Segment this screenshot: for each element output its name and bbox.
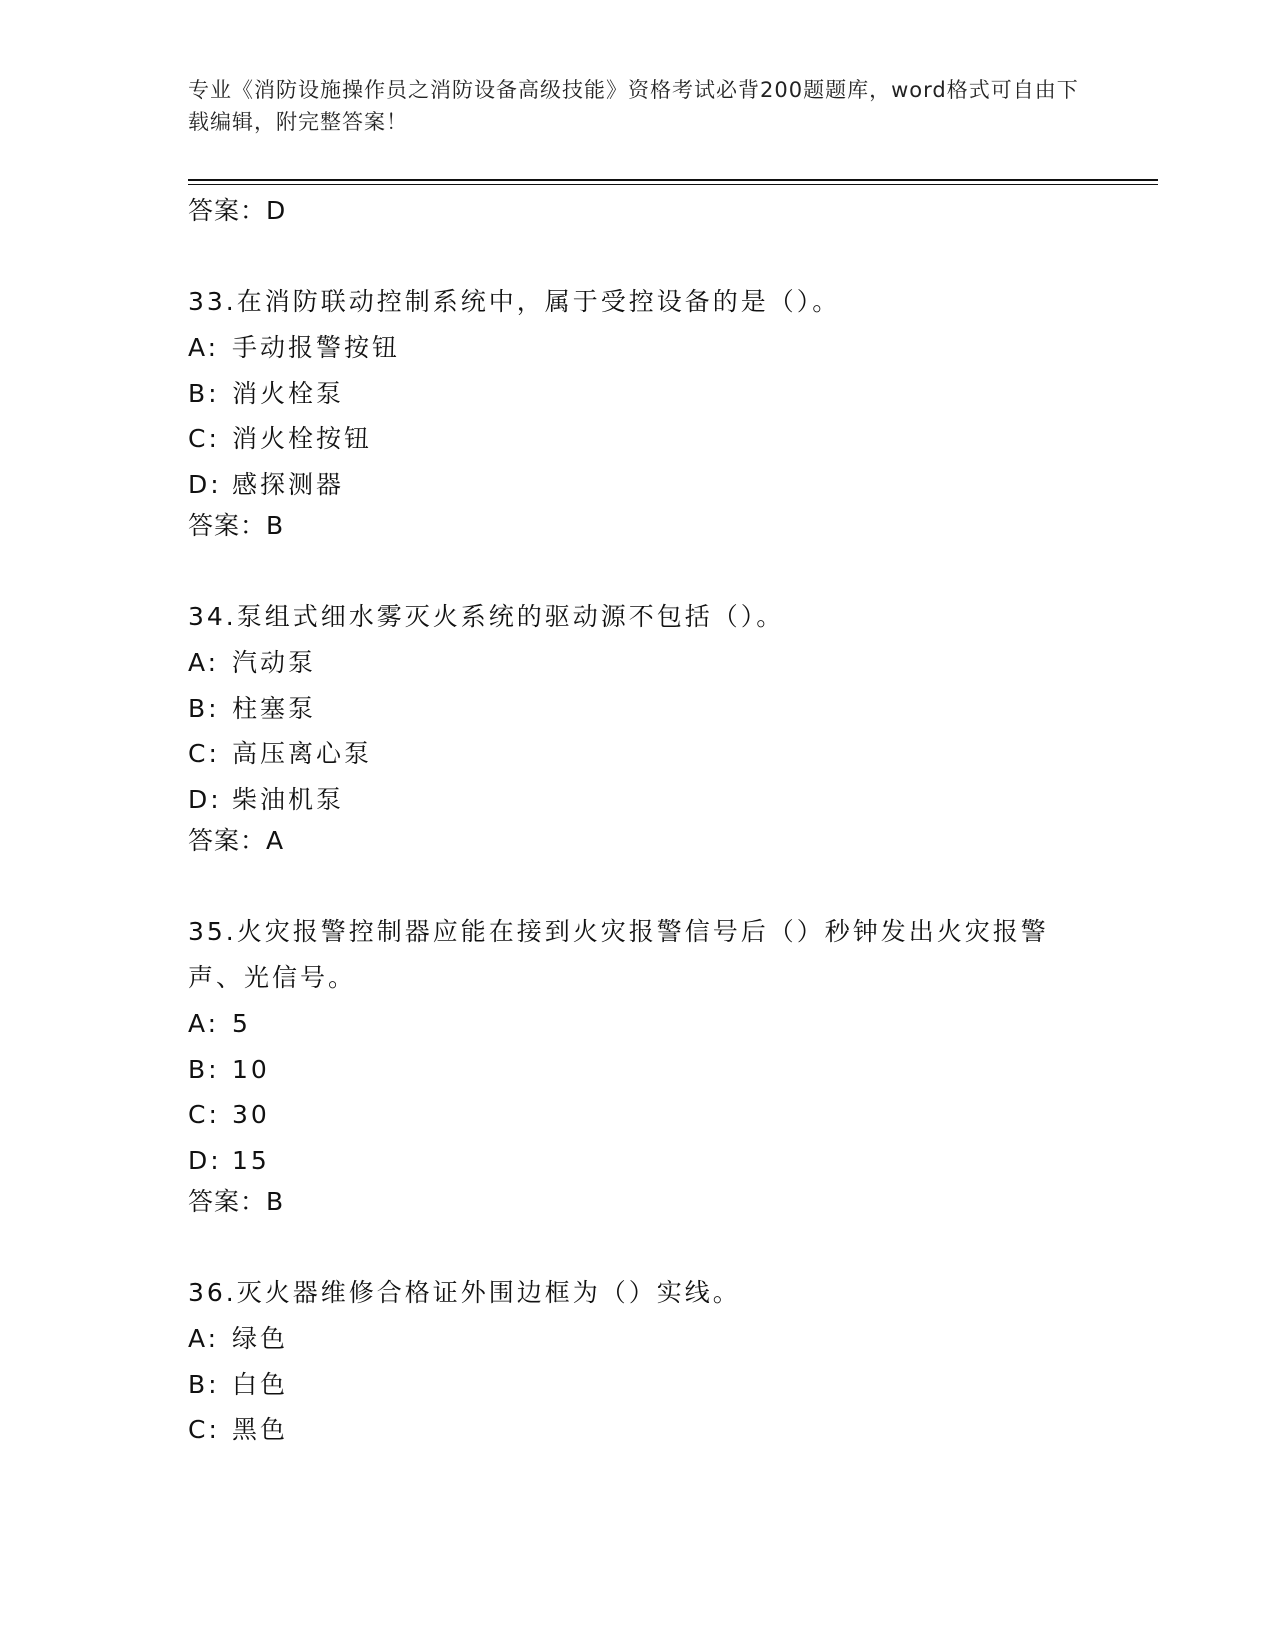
option-b [188,371,1088,417]
option-c [188,1407,1088,1453]
answer-line: 答案：A [188,826,285,855]
option-text: 汽动泵 [232,648,317,677]
option-letter: B: [188,1054,220,1084]
option-text: 消火栓按钮 [232,424,373,453]
option-letter: D: [188,469,222,499]
question-stem: 36.灭火器维修合格证外围边框为（）实线。 [188,1278,741,1307]
option-text: 白色 [232,1369,289,1399]
question-34 [188,594,1088,856]
option-letter: C: [188,424,220,453]
option-letter: A: [188,1324,220,1353]
option-text: 柴油机泵 [232,784,345,814]
question-stem: 34.泵组式细水雾灭火系统的驱动源不包括（）。 [188,602,785,631]
option-letter: B: [188,378,220,408]
option-c [188,416,1088,462]
option-text: 消火栓泵 [232,378,345,408]
option-text: 10 [232,1054,270,1084]
option-a [188,1316,1088,1362]
option-a [188,325,1088,371]
question-stem: 35.火灾报警控制器应能在接到火灾报警信号后（）秒钟发出火灾报警声、光信号。 [188,917,1049,992]
header-rule-thick [188,179,1158,181]
document-header: 专业《消防设施操作员之消防设备高级技能》资格考试必背200题题库，word格式可自由下载编辑，附完整答案！ [188,78,1079,134]
option-text: 高压离心泵 [232,739,373,768]
option-a [188,1001,1088,1047]
option-text: 感探测器 [232,469,345,499]
answer-line: 答案：B [188,1187,285,1216]
option-d [188,777,1088,823]
option-text: 5 [232,1009,251,1038]
option-letter: C: [188,1100,220,1129]
option-text: 15 [232,1145,270,1175]
question-35 [188,909,1088,1217]
question-list [188,192,1088,1453]
option-letter: C: [188,1415,220,1444]
answer-line: 答案：B [188,511,285,540]
question-33 [188,279,1088,541]
option-text: 绿色 [232,1324,289,1353]
option-d [188,1138,1088,1184]
option-letter: D: [188,784,222,814]
option-letter: A: [188,1009,220,1038]
option-a [188,640,1088,686]
option-text: 手动报警按钮 [232,333,401,362]
option-text: 柱塞泵 [232,693,317,723]
option-letter: D: [188,1145,222,1175]
option-b [188,686,1088,732]
option-letter: B: [188,1369,220,1399]
option-letter: A: [188,648,220,677]
option-c [188,731,1088,777]
option-b [188,1362,1088,1408]
question-stem: 33.在消防联动控制系统中，属于受控设备的是（）。 [188,287,841,316]
header-rule-thin [188,184,1158,185]
option-letter: A: [188,333,220,362]
option-d [188,462,1088,508]
option-text: 黑色 [232,1415,289,1444]
option-c [188,1092,1088,1138]
option-letter: C: [188,739,220,768]
option-b [188,1047,1088,1093]
option-letter: B: [188,693,220,723]
question-36 [188,1270,1088,1453]
answer-line-prev: 答案：D [188,196,287,225]
option-text: 30 [232,1100,270,1129]
